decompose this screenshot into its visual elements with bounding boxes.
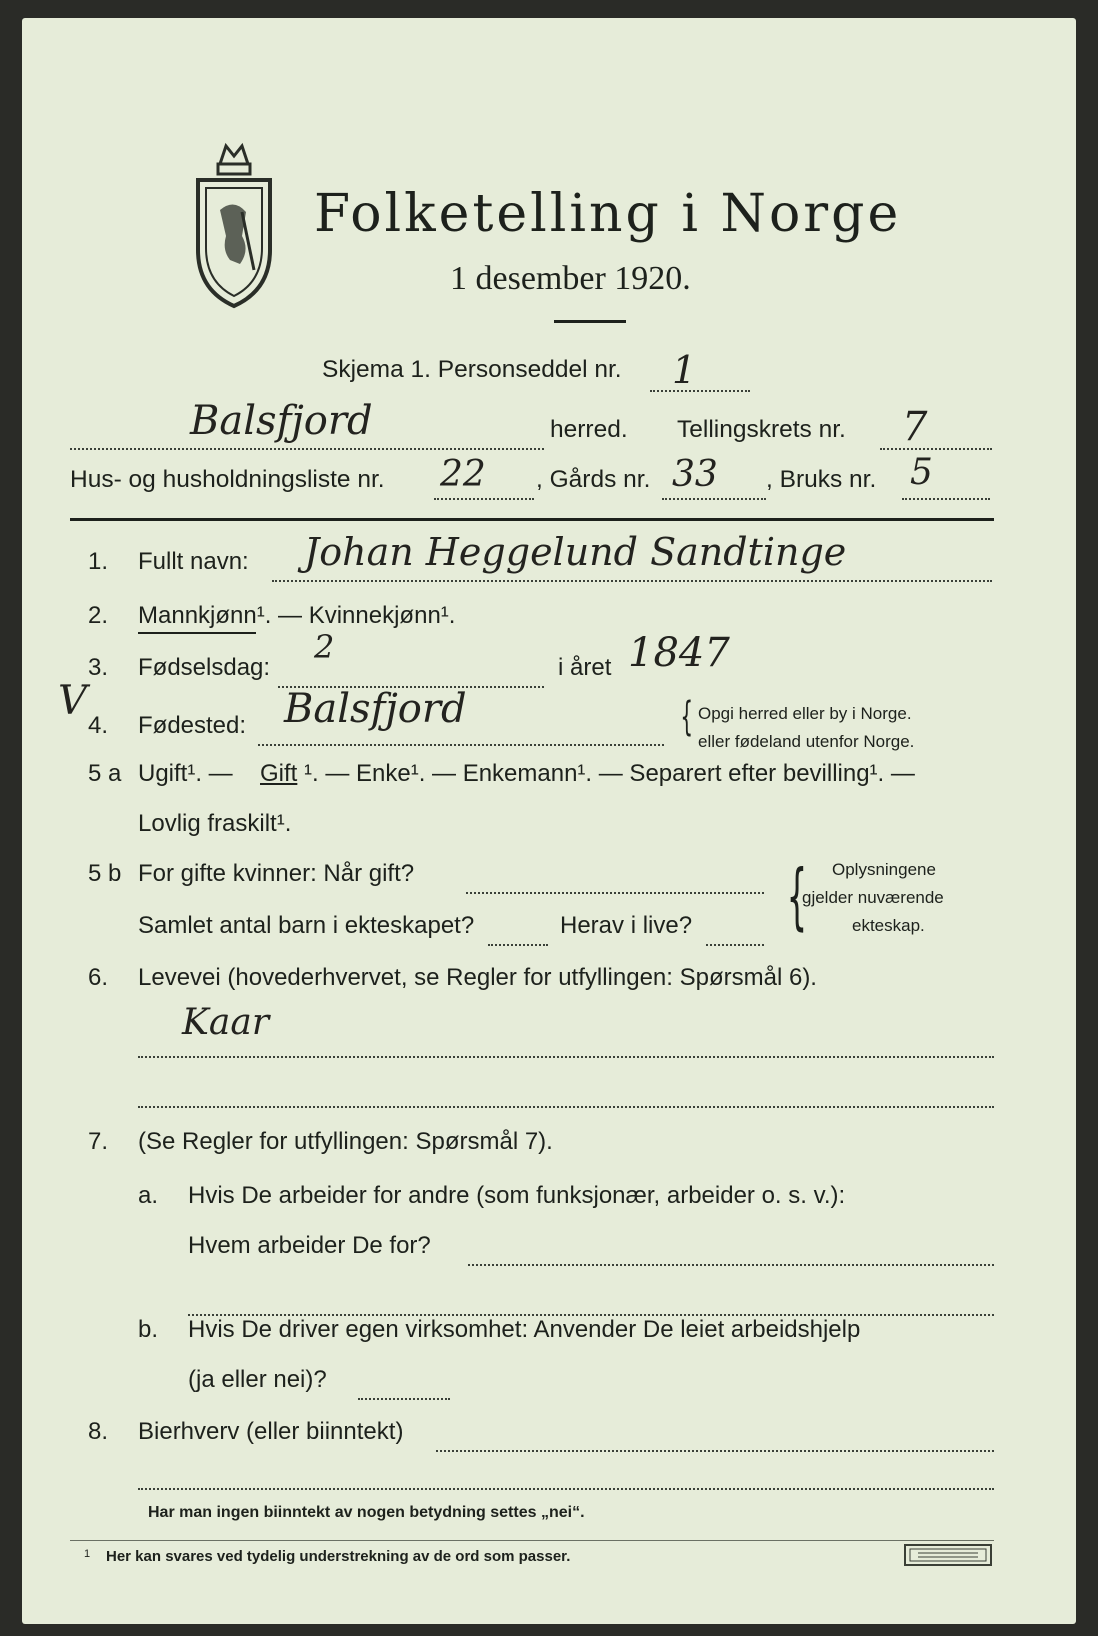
bruks-line — [902, 498, 990, 500]
herred-value: Balsfjord — [190, 398, 373, 444]
q5a-ugift: Ugift¹. — — [138, 760, 233, 787]
q1-number: 1. — [88, 548, 109, 575]
q7b-line2: (ja eller nei)? — [188, 1366, 327, 1393]
q3-number: 3. — [88, 654, 109, 681]
q5b-gift-line — [466, 892, 764, 894]
schema-nr-line — [650, 390, 750, 392]
q5b-alive-label: Herav i live? — [560, 912, 693, 939]
q5a-number: 5 a — [88, 760, 122, 787]
herred-label: herred. — [550, 416, 628, 443]
q5b-note-line2: gjelder nuværende — [802, 888, 944, 907]
q5b-children-label: Samlet antal barn i ekteskapet? — [138, 912, 475, 939]
q7b-letter: b. — [138, 1316, 159, 1343]
gards-line — [662, 498, 766, 500]
q5b-note-brace: { — [786, 854, 808, 938]
q1-label: Fullt navn: — [138, 548, 249, 575]
hus-line — [434, 498, 534, 500]
q1-value: Johan Heggelund Sandtinge — [304, 530, 847, 574]
q7a-letter: a. — [138, 1182, 159, 1209]
q5b-children-line — [488, 944, 548, 946]
q4-note-brace: { — [680, 694, 694, 740]
herred-line — [70, 448, 544, 450]
q5a-line2: Lovlig fraskilt¹. — [138, 810, 292, 837]
footnote-divider — [70, 1540, 994, 1541]
q2-number: 2. — [88, 602, 109, 629]
q4-value: Balsfjord — [284, 686, 467, 732]
q3-year: 1847 — [628, 630, 730, 676]
section-divider — [70, 518, 994, 521]
tellingskrets-value: 7 — [902, 404, 928, 450]
q7a-label: Hvis De arbeider for andre (som funksjonær, arbeider o. s. v.): — [188, 1182, 846, 1209]
q5b-label: For gifte kvinner: Når gift? — [138, 860, 415, 887]
census-form — [22, 18, 1076, 1624]
gards-label: , Gårds nr. — [536, 466, 651, 493]
q8-line2 — [138, 1488, 994, 1490]
q5b-note-line1: Oplysningene — [832, 860, 936, 879]
q8-label: Bierhverv (eller biinntekt) — [138, 1418, 404, 1445]
q5b-number: 5 b — [88, 860, 122, 887]
q2-label: Mannkjønn¹. — Kvinnekjønn¹. — [138, 602, 456, 629]
hus-label: Hus- og husholdningsliste nr. — [70, 466, 385, 493]
q3-day: 2 — [314, 628, 335, 666]
q3-label: Fødselsdag: — [138, 654, 271, 681]
schema-nr-value: 1 — [672, 348, 697, 392]
q6-line2 — [138, 1106, 994, 1108]
tellingskrets-line — [880, 448, 992, 450]
q4-line — [258, 744, 664, 746]
title-divider — [554, 320, 626, 323]
q4-number: 4. — [88, 712, 109, 739]
q7a-employer-line — [468, 1264, 994, 1266]
q5b-alive-line — [706, 944, 764, 946]
schema-label: Skjema 1. Personseddel nr. — [322, 356, 622, 383]
biinntekt-note: Har man ingen biinntekt av nogen betydning settes „nei“. — [148, 1504, 585, 1521]
q8-line1 — [436, 1450, 994, 1452]
footnote-marker: 1 — [84, 1548, 91, 1560]
footnote-text: Her kan svares ved tydelig understrekning av de ord som passer. — [106, 1548, 571, 1565]
q7b-answer-line — [358, 1398, 450, 1400]
q7b-label: Hvis De driver egen virksomhet: Anvender De leiet arbeidshjelp — [188, 1316, 861, 1343]
form-date: 1 desember 1920. — [450, 260, 691, 297]
gards-value: 33 — [672, 454, 718, 495]
q3-year-label: i året — [558, 654, 612, 681]
bruks-value: 5 — [910, 452, 933, 493]
q2-mannkjonn-underline — [138, 632, 256, 634]
q5b-note-line3: ekteskap. — [852, 916, 925, 935]
q4-note-line2: eller fødeland utenfor Norge. — [698, 732, 915, 751]
q7a-line2: Hvem arbeider De for? — [188, 1232, 431, 1259]
q4-margin-mark: V — [58, 678, 87, 724]
q4-label: Fødested: — [138, 712, 247, 739]
bruks-label: , Bruks nr. — [766, 466, 877, 493]
q6-line1 — [138, 1056, 994, 1058]
hus-value: 22 — [440, 454, 486, 495]
form-title: Folketelling i Norge — [314, 184, 902, 244]
coat-of-arms-emblem — [190, 140, 278, 310]
printer-stamp-icon — [904, 1544, 992, 1566]
q6-label: Levevei (hovederhvervet, se Regler for utfyllingen: Spørsmål 6). — [138, 964, 817, 991]
q8-number: 8. — [88, 1418, 109, 1445]
q7-number: 7. — [88, 1128, 109, 1155]
q1-line — [272, 580, 992, 582]
q5a-options: ¹. — Enke¹. — Enkemann¹. — Separert efter bevilling¹. — — [304, 760, 915, 787]
q5a-gift: Gift — [260, 760, 298, 787]
q6-value: Kaar — [182, 1002, 270, 1043]
tellingskrets-label: Tellingskrets nr. — [677, 416, 846, 443]
q6-number: 6. — [88, 964, 109, 991]
q7-label: (Se Regler for utfyllingen: Spørsmål 7). — [138, 1128, 553, 1155]
q4-note-line1: Opgi herred eller by i Norge. — [698, 704, 912, 723]
